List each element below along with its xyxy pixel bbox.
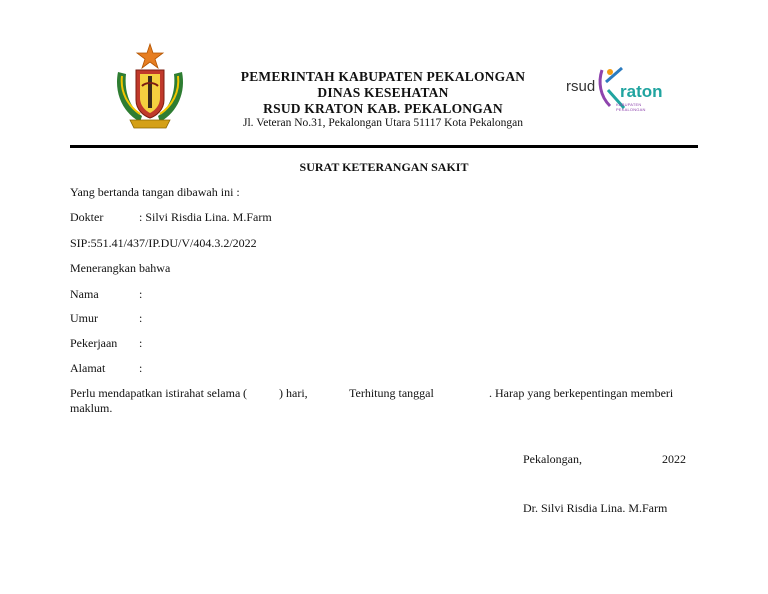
document-title: SURAT KETERANGAN SAKIT	[299, 160, 469, 174]
logo-raton-text: raton	[620, 82, 663, 101]
field-sep-pekerjaan: :	[139, 336, 143, 350]
logo-rsud-text: rsud	[566, 78, 596, 95]
rest-paren-close: ) hari,	[279, 386, 308, 400]
header-department: DINAS KESEHATAN	[317, 85, 449, 100]
field-label-pekerjaan: Pekerjaan	[70, 336, 118, 350]
rest-text-part2: Terhitung tanggal	[349, 386, 434, 400]
field-label-nama: Nama	[70, 287, 99, 301]
signature-name: Dr. Silvi Risdia Lina. M.Farm	[523, 501, 668, 515]
field-sep-umur: :	[139, 311, 143, 325]
doctor-label: Dokter	[70, 210, 104, 224]
rest-text-part3: . Harap yang berkepentingan memberi	[489, 386, 674, 400]
rest-paren-open: (	[243, 386, 247, 400]
header-divider	[70, 145, 698, 148]
regency-emblem-icon	[112, 42, 188, 132]
signature-year: 2022	[662, 452, 686, 466]
field-sep-nama: :	[139, 287, 143, 301]
field-label-alamat: Alamat	[70, 361, 106, 375]
field-label-umur: Umur	[70, 311, 98, 325]
rsud-kraton-logo	[566, 62, 666, 118]
rest-text-line2: maklum.	[70, 401, 113, 415]
field-sep-alamat: :	[139, 361, 143, 375]
rest-text-part1: Perlu mendapatkan istirahat selama	[70, 386, 241, 400]
header-government: PEMERINTAH KABUPATEN PEKALONGAN	[240, 69, 526, 84]
header-hospital: RSUD KRATON KAB. PEKALONGAN	[263, 101, 503, 116]
signature-place: Pekalongan,	[523, 452, 582, 466]
header-address: Jl. Veteran No.31, Pekalongan Utara 51117 Kota Pekalongan	[243, 117, 523, 129]
menerangkan-text: Menerangkan bahwa	[70, 261, 171, 275]
doctor-value: : Silvi Risdia Lina. M.Farm	[139, 210, 272, 224]
sip-number: SIP:551.41/437/IP.DU/V/404.3.2/2022	[70, 236, 257, 250]
logo-subtext: KABUPATEN PEKALONGAN	[616, 102, 646, 112]
intro-text: Yang bertanda tangan dibawah ini :	[70, 185, 240, 199]
